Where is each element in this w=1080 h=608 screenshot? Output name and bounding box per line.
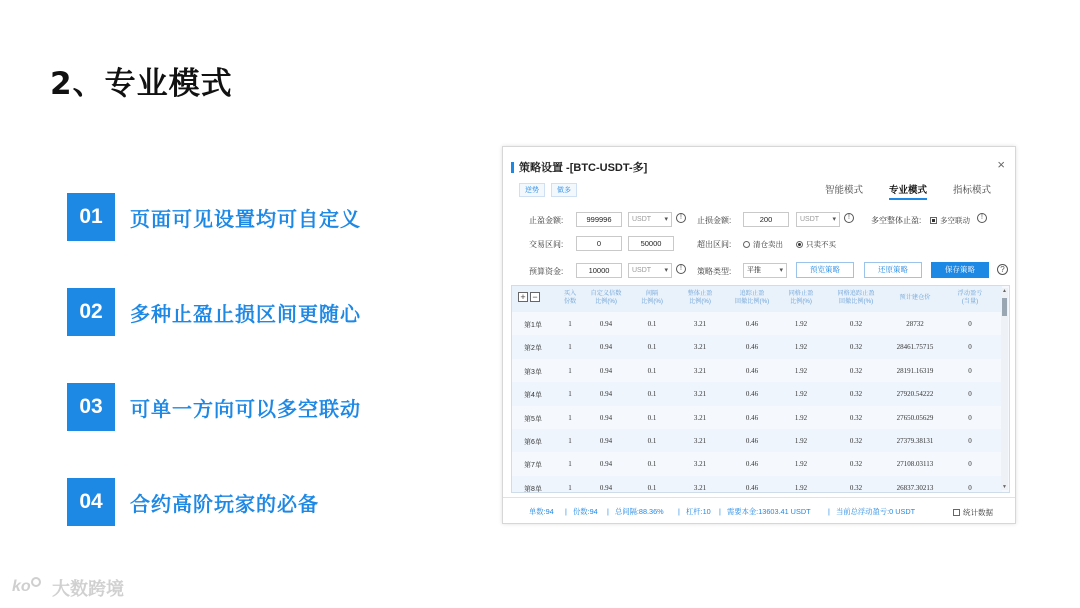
take-profit-label: 止盈金额: — [529, 216, 564, 225]
table-cell[interactable]: 1 — [568, 343, 572, 352]
table-cell[interactable]: 0.1 — [647, 343, 657, 352]
help-icon[interactable]: ! — [977, 213, 987, 223]
col-header: 买入 份数 — [563, 290, 577, 305]
watermark — [12, 574, 124, 601]
range-max-input[interactable]: 50000 — [628, 236, 674, 251]
table-cell[interactable]: 0.32 — [849, 460, 863, 469]
footer-separator: | — [719, 507, 721, 516]
table-cell[interactable]: 0.1 — [647, 366, 657, 375]
table-row — [512, 476, 1002, 493]
out-range-label: 超出区间: — [697, 240, 732, 249]
footer-separator: | — [678, 507, 680, 516]
footer-capital: 需要本金:13603.41 USDT — [727, 507, 811, 516]
table-cell[interactable]: 0.94 — [599, 390, 613, 399]
table-cell[interactable]: 1 — [568, 390, 572, 399]
table-cell[interactable]: 0.32 — [849, 413, 863, 422]
tab-indicator-mode[interactable]: 指标模式 — [952, 185, 991, 196]
table-row — [512, 312, 1002, 335]
mode-tabs — [825, 182, 991, 200]
plus-icon[interactable]: + — [518, 292, 528, 302]
table-cell[interactable]: 3.21 — [693, 366, 707, 375]
table-cell: 28732 — [906, 320, 924, 328]
row-label: 第5单 — [524, 415, 542, 423]
table-cell[interactable]: 0.32 — [849, 320, 863, 328]
footer-orders: 单数:94 — [529, 507, 554, 516]
footer-total-interval: 总间隔:88.36% — [615, 507, 664, 516]
mini-tab-contrarian[interactable]: 逆势 — [519, 183, 545, 197]
table-cell[interactable]: 1.92 — [794, 460, 808, 469]
feature-item-02 — [67, 288, 361, 336]
feature-text: 多种止盈止损区间更随心 — [130, 301, 361, 326]
table-cell[interactable]: 3.21 — [693, 320, 707, 328]
radio-sell-only[interactable]: 只卖不买 — [796, 239, 836, 250]
col-header: 浮动盈亏 (当量) — [957, 290, 983, 305]
feature-text: 合约高阶玩家的必备 — [130, 491, 319, 516]
table-cell[interactable]: 0.32 — [849, 366, 863, 375]
minus-icon[interactable]: − — [530, 292, 540, 302]
table-cell[interactable]: 3.21 — [693, 483, 707, 492]
col-header: 同格止盈 比例(%) — [788, 290, 814, 305]
table-cell[interactable]: 3.21 — [693, 460, 707, 469]
footer-separator: | — [607, 507, 609, 516]
table-cell[interactable]: 0.94 — [599, 366, 613, 375]
col-header: 间隔 比例(%) — [641, 290, 663, 305]
budget-unit-select[interactable]: USDT ▾ — [628, 263, 672, 278]
chevron-down-icon: ▾ — [832, 216, 836, 223]
stop-loss-label: 止损金额: — [697, 216, 732, 225]
table-cell[interactable]: 3.21 — [693, 437, 707, 445]
table-cell: 0 — [968, 413, 972, 422]
range-label: 交易区间: — [529, 240, 564, 249]
table-cell[interactable]: 1 — [568, 483, 572, 492]
tab-smart-mode[interactable]: 智能模式 — [824, 185, 863, 196]
footer-separator: | — [828, 507, 830, 516]
table-cell[interactable]: 0.32 — [849, 343, 863, 352]
table-cell[interactable]: 1 — [568, 413, 572, 422]
table-cell[interactable]: 0.94 — [599, 413, 613, 422]
table-cell[interactable]: 0.46 — [745, 343, 759, 352]
table-cell[interactable]: 0.1 — [647, 483, 657, 492]
form-row-profit — [503, 212, 1015, 228]
feature-text: 可单一方向可以多空联动 — [130, 396, 361, 421]
col-header: 自定义倍数 比例(%) — [590, 290, 622, 305]
table-cell[interactable]: 0.94 — [599, 320, 613, 328]
dialog-footer — [503, 497, 1015, 523]
table-row — [512, 452, 1002, 475]
stop-loss-unit-select[interactable]: USDT ▾ — [796, 212, 840, 227]
table-row — [512, 406, 1002, 429]
table-cell[interactable]: 1 — [568, 320, 572, 328]
table-cell[interactable]: 0.46 — [745, 437, 759, 445]
table-cell[interactable]: 0.46 — [745, 460, 759, 469]
table-body — [512, 312, 1002, 493]
col-header: 整体止盈 比例(%) — [687, 290, 713, 305]
table-cell[interactable]: 0.1 — [647, 437, 657, 445]
table-cell[interactable]: 1.92 — [794, 390, 808, 399]
table-cell[interactable]: 0.94 — [599, 437, 613, 445]
watermark-text: 大数跨境 — [52, 578, 124, 600]
table-cell: 0 — [968, 483, 972, 492]
table-header — [512, 286, 1002, 312]
col-header: 同格追踪止盈 回撤比例(%) — [837, 290, 875, 305]
mini-tab-long[interactable]: 做多 — [551, 183, 577, 197]
dialog-title — [511, 159, 647, 175]
budget-label: 预算资金: — [529, 267, 564, 276]
table-cell[interactable]: 0.32 — [849, 483, 863, 492]
orders-table — [511, 285, 1010, 493]
form-row-range — [503, 236, 1015, 252]
table-cell[interactable]: 0.1 — [647, 460, 657, 469]
table-cell: 0 — [968, 320, 972, 328]
stats-checkbox[interactable]: 统计数据 — [953, 507, 993, 518]
footer-floating: 当前总浮动盈亏:0 USDT — [836, 507, 916, 516]
footer-leverage: 杠杆:10 — [686, 507, 711, 516]
table-cell: 28191.16319 — [896, 366, 934, 375]
save-strategy-button[interactable]: 保存策略 — [931, 262, 989, 278]
mini-tabs — [519, 183, 577, 197]
table-cell[interactable]: 0.46 — [745, 320, 759, 328]
table-row — [512, 359, 1002, 382]
table-cell[interactable]: 1.92 — [794, 483, 808, 492]
table-cell[interactable]: 0.46 — [745, 390, 759, 399]
restore-strategy-button[interactable]: 还原策略 — [864, 262, 922, 278]
table-cell: 27650.05629 — [896, 413, 934, 422]
feature-text: 页面可见设置均可自定义 — [130, 206, 361, 231]
table-cell[interactable]: 1.92 — [794, 343, 808, 352]
table-cell: 0 — [968, 343, 972, 352]
row-label: 第6单 — [524, 439, 542, 446]
table-cell[interactable]: 1 — [568, 366, 572, 375]
feature-item-04 — [67, 478, 319, 526]
help-icon[interactable]: ! — [844, 213, 854, 223]
table-cell[interactable]: 0.32 — [849, 390, 863, 399]
feature-number: 01 — [67, 193, 115, 241]
table-cell[interactable]: 0.46 — [745, 413, 759, 422]
table-cell: 0 — [968, 460, 972, 469]
row-label: 第2单 — [524, 345, 542, 353]
table-cell[interactable]: 1.92 — [794, 413, 808, 422]
table-row — [512, 429, 1002, 452]
scroll-up-icon[interactable]: ▲ — [1002, 288, 1007, 294]
table-cell[interactable]: 0.94 — [599, 460, 613, 469]
table-cell[interactable]: 0.94 — [599, 343, 613, 352]
table-cell: 27379.38131 — [896, 437, 934, 445]
table-cell[interactable]: 0.1 — [647, 320, 657, 328]
table-cell[interactable]: 1 — [568, 460, 572, 469]
take-profit-unit-select[interactable]: USDT ▾ — [628, 212, 672, 227]
radio-clear-sell[interactable]: 清仓卖出 — [743, 239, 783, 250]
table-cell: 0 — [968, 366, 972, 375]
table-row — [512, 335, 1002, 358]
range-min-input[interactable]: 0 — [576, 236, 622, 251]
table-cell: 0 — [968, 437, 972, 445]
col-header: 追踪止盈 回撤比例(%) — [734, 290, 770, 305]
stop-loss-input[interactable]: 200 — [743, 212, 789, 227]
watermark-logo-icon — [12, 574, 46, 601]
feature-number: 04 — [67, 478, 115, 526]
col-header: 预计建仓价 — [899, 294, 931, 301]
table-cell[interactable]: 0.1 — [647, 413, 657, 422]
chevron-down-icon: ▾ — [664, 216, 668, 223]
feature-item-01 — [67, 193, 361, 241]
slide-title: 2、专业模式 — [50, 66, 233, 102]
table-cell: 27108.03113 — [896, 460, 934, 469]
feature-number: 03 — [67, 383, 115, 431]
table-cell: 27920.54222 — [896, 390, 934, 399]
table-cell[interactable]: 0.32 — [849, 437, 863, 445]
budget-input[interactable]: 10000 — [576, 263, 622, 278]
preview-strategy-button[interactable]: 预览策略 — [796, 262, 854, 278]
row-label: 第4单 — [524, 392, 542, 400]
table-cell[interactable]: 0.46 — [745, 483, 759, 492]
svg-text:ko: ko — [12, 578, 31, 595]
dialog-title-text: 策略设置 -[BTC-USDT-多] — [519, 162, 648, 174]
table-cell[interactable]: 3.21 — [693, 343, 707, 352]
row-label: 第8单 — [524, 485, 542, 493]
table-row — [512, 382, 1002, 405]
table-cell: 28461.75715 — [896, 343, 934, 352]
table-cell: 26837.30213 — [896, 483, 934, 492]
take-profit-input[interactable]: 999996 — [576, 212, 622, 227]
row-label: 第3单 — [524, 368, 542, 376]
table-cell[interactable]: 0.46 — [745, 366, 759, 375]
title-accent-bar — [511, 162, 514, 173]
feature-item-03 — [67, 383, 361, 431]
table-cell[interactable]: 1.92 — [794, 366, 808, 375]
strategy-type-select[interactable]: 平推 ▾ — [743, 263, 787, 278]
help-icon[interactable]: ! — [676, 213, 686, 223]
table-cell[interactable]: 0.94 — [599, 483, 613, 492]
chevron-down-icon: ▾ — [664, 267, 668, 274]
feature-number: 02 — [67, 288, 115, 336]
table-cell: 0 — [968, 390, 972, 399]
expand-collapse-controls — [518, 292, 540, 302]
table-cell[interactable]: 0.1 — [647, 390, 657, 399]
scroll-thumb[interactable] — [1002, 298, 1007, 316]
tab-pro-mode[interactable]: 专业模式 — [889, 182, 927, 200]
long-short-linked-checkbox[interactable]: 多空联动 — [930, 215, 970, 226]
help-icon[interactable]: ! — [676, 264, 686, 274]
table-cell[interactable]: 3.21 — [693, 413, 707, 422]
footer-separator: | — [565, 507, 567, 516]
row-label: 第7单 — [524, 462, 542, 470]
strategy-type-label: 策略类型: — [697, 267, 732, 276]
help-icon[interactable]: ? — [997, 264, 1008, 275]
row-label: 第1单 — [524, 322, 542, 329]
table-cell[interactable]: 1.92 — [794, 437, 808, 445]
scroll-down-icon[interactable]: ▼ — [1002, 484, 1007, 490]
table-cell[interactable]: 1.92 — [794, 320, 808, 328]
form-row-budget — [503, 263, 1015, 279]
table-cell[interactable]: 1 — [568, 437, 572, 445]
long-short-label: 多空整体止盈: — [871, 216, 922, 225]
chevron-down-icon: ▾ — [779, 267, 783, 274]
footer-shares: 份数:94 — [573, 507, 598, 516]
table-cell[interactable]: 3.21 — [693, 390, 707, 399]
table-scrollbar[interactable] — [1001, 288, 1008, 490]
close-icon[interactable]: × — [997, 157, 1005, 172]
strategy-settings-dialog — [502, 146, 1016, 524]
